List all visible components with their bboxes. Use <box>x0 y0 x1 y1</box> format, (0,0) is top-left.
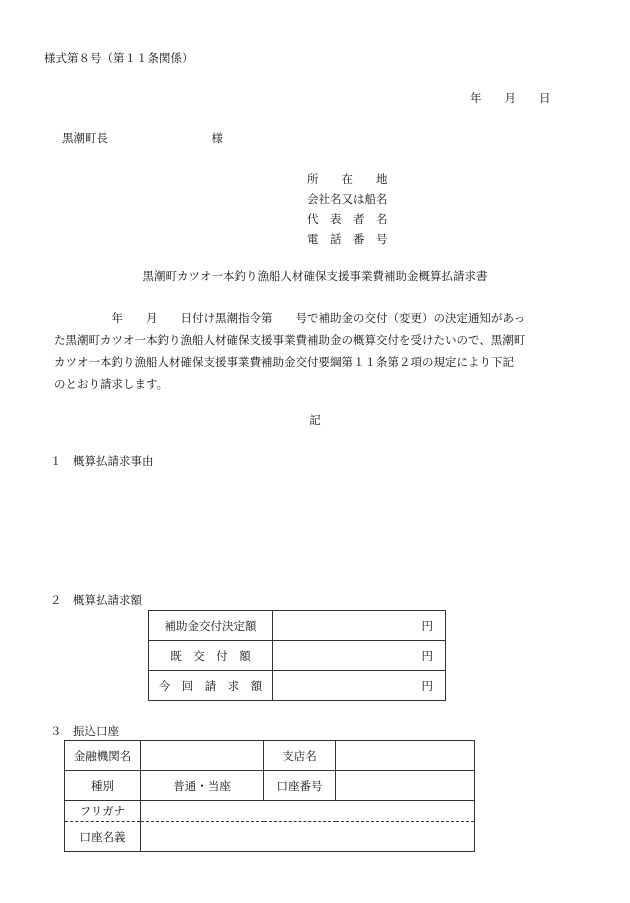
branch-name-field[interactable] <box>336 741 475 771</box>
table-row <box>65 771 475 801</box>
addressee: 黒潮町長 様 <box>62 131 223 145</box>
table-row <box>149 671 446 701</box>
body-line: カツオ一本釣り漁船人材確保支援事業費補助金交付要綱第１１条第２項の規定により下記 <box>54 355 514 369</box>
section2-title: ２ 概算払請求額 <box>50 593 142 607</box>
form-number: 様式第８号（第１１条関係） <box>44 51 194 65</box>
furigana-field[interactable] <box>141 801 475 822</box>
already-paid-field[interactable]: 円 <box>273 641 446 671</box>
account-holder-field[interactable] <box>141 822 475 852</box>
section1-title: １ 概算払請求事由 <box>50 454 154 468</box>
body-line: た黒潮町カツオ一本釣り漁船人材確保支援事業費補助金の概算交付を受けたいので、黒潮町 <box>54 333 526 347</box>
body-line: 年 月 日付け黒潮指令第 号で補助金の交付（変更）の決定通知があっ <box>54 311 526 325</box>
account-number-label: 口座番号 <box>264 771 336 801</box>
furigana-label: フリガナ <box>65 801 141 822</box>
current-claim-field[interactable]: 円 <box>273 671 446 701</box>
ki-heading: 記 <box>309 413 321 427</box>
account-number-field[interactable] <box>336 771 475 801</box>
claim-amount-table <box>148 610 446 701</box>
bank-name-field[interactable] <box>141 741 264 771</box>
grant-decision-amount-label: 補助金交付決定額 <box>149 611 273 641</box>
table-row <box>149 611 446 641</box>
table-row <box>149 641 446 671</box>
company-label: 会社名又は船名 <box>307 192 388 206</box>
address-label: 所 在 地 <box>307 172 388 186</box>
grant-decision-amount-field[interactable]: 円 <box>273 611 446 641</box>
table-row <box>65 822 475 852</box>
table-row <box>65 801 475 822</box>
section3-title: ３ 振込口座 <box>50 724 119 738</box>
representative-label: 代 表 者 名 <box>307 212 388 226</box>
current-claim-label: 今 回 請 求 額 <box>149 671 273 701</box>
account-type-value: 普通・当座 <box>141 771 264 801</box>
body-line: のとおり請求します。 <box>54 377 169 391</box>
document-title: 黒潮町カツオ一本釣り漁船人材確保支援事業費補助金概算払請求書 <box>142 269 488 283</box>
bank-account-table <box>64 740 475 852</box>
bank-name-label: 金融機関名 <box>65 741 141 771</box>
account-type-label: 種別 <box>65 771 141 801</box>
branch-name-label: 支店名 <box>264 741 336 771</box>
body-paragraph <box>44 307 586 395</box>
already-paid-label: 既 交 付 額 <box>149 641 273 671</box>
date-line: 年 月 日 <box>470 91 551 105</box>
phone-label: 電 話 番 号 <box>307 232 388 246</box>
account-holder-label: 口座名義 <box>65 822 141 852</box>
table-row <box>65 741 475 771</box>
